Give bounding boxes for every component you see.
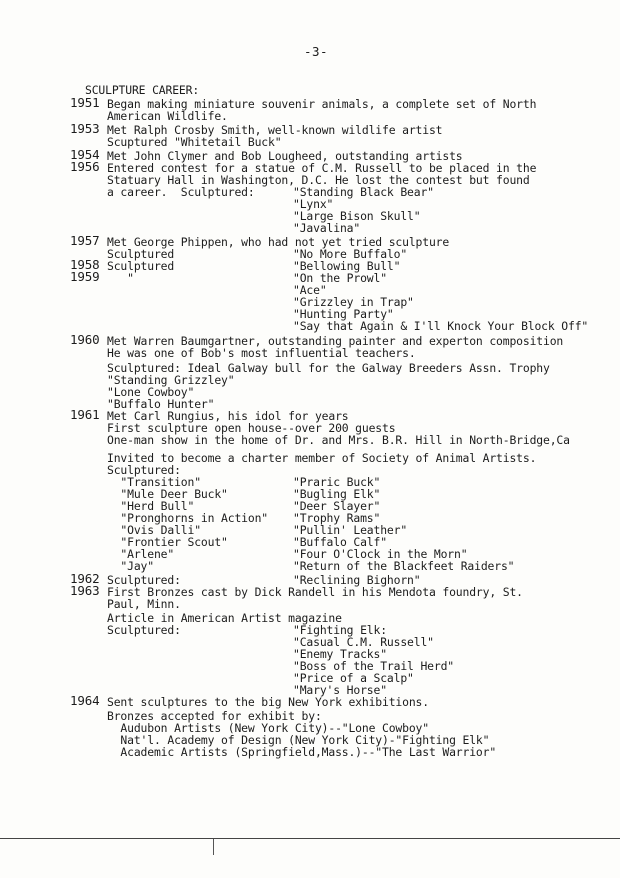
entry-text: First Bronzes cast by Dick Randell in his Mendota foundry, St. — [107, 585, 523, 599]
sculpture-title: "Fighting Elk: — [293, 623, 387, 637]
sculpture-title: "Price of a Scalp" — [293, 671, 414, 685]
sculpture-title: "Bugling Elk" — [293, 487, 381, 501]
entry-text: Article in American Artist magazine — [107, 611, 342, 625]
entry-year: 1951 — [70, 95, 100, 110]
section-heading: SCULPTURE CAREER: — [85, 83, 200, 97]
sculpture-title: "Deer Slayer" — [293, 499, 381, 513]
sculpture-title: "Four O'Clock in the Morn" — [293, 547, 468, 561]
entry-year: 1959 — [70, 269, 100, 284]
entry-text: Sculptured: Ideal Galway bull for the Galway Breeders Assn. Trophy — [107, 361, 550, 375]
sculpture-title: "Casual C.M. Russell" — [293, 635, 434, 649]
entry-year: 1953 — [70, 121, 100, 136]
sculpture-title: "Lynx" — [293, 197, 334, 211]
entry-year: 1964 — [70, 693, 100, 708]
entry-text: "Buffalo Hunter" — [107, 397, 215, 411]
entry-text: "Mule Deer Buck" — [107, 487, 228, 501]
sculpture-title: "Large Bison Skull" — [293, 209, 421, 223]
entry-year: 1958 — [70, 257, 100, 272]
entry-text: Statuary Hall in Washington, D.C. He lost the contest but found — [107, 173, 530, 187]
page-edge-line — [0, 838, 620, 839]
entry-text: Sculptured: — [107, 573, 181, 587]
entry-year: 1954 — [70, 147, 100, 162]
sculpture-title: "Enemy Tracks" — [293, 647, 387, 661]
sculpture-title: "Javalina" — [293, 221, 361, 235]
entry-year: 1956 — [70, 159, 100, 174]
entry-year: 1960 — [70, 332, 100, 347]
entry-text: Sent sculptures to the big New York exhibitions. — [107, 695, 429, 709]
entry-text: "Ovis Dalli" — [107, 523, 201, 537]
entry-text: " — [107, 271, 134, 285]
entry-year: 1961 — [70, 407, 100, 422]
sculpture-title: "Pullin' Leather" — [293, 523, 408, 537]
entry-text: Academic Artists (Springfield,Mass.)--"The Last Warrior" — [107, 745, 497, 759]
entry-text: "Herd Bull" — [107, 499, 195, 513]
entry-text: Bronzes accepted for exhibit by: — [107, 709, 322, 723]
entry-text: Met Carl Rungius, his idol for years — [107, 409, 349, 423]
entry-text: American Wildlife. — [107, 109, 228, 123]
sculpture-title: "Reclining Bighorn" — [293, 573, 421, 587]
entry-year: 1957 — [70, 233, 100, 248]
entry-text: "Arlene" — [107, 547, 175, 561]
entry-text: Met John Clymer and Bob Lougheed, outstanding artists — [107, 149, 463, 163]
sculpture-title: "On the Prowl" — [293, 271, 387, 285]
entry-text: Met Ralph Crosby Smith, well-known wildlife artist — [107, 123, 443, 137]
entry-text: Entered contest for a statue of C.M. Russell to be placed in the — [107, 161, 537, 175]
entry-text: First sculpture open house--over 200 guests — [107, 421, 396, 435]
sculpture-title: "No More Buffalo" — [293, 247, 408, 261]
entry-text: a career. Sculptured: — [107, 185, 255, 199]
sculpture-title: "Grizzley in Trap" — [293, 295, 414, 309]
sculpture-title: "Ace" — [293, 283, 327, 297]
entry-text: "Transition" — [107, 475, 201, 489]
entry-year: 1962 — [70, 571, 100, 586]
entry-text: "Frontier Scout" — [107, 535, 228, 549]
sculpture-title: "Bellowing Bull" — [293, 259, 401, 273]
sculpture-title: "Mary's Horse" — [293, 683, 387, 697]
sculpture-title: "Standing Black Bear" — [293, 185, 434, 199]
sculpture-title: "Buffalo Calf" — [293, 535, 387, 549]
sculpture-title: "Hunting Party" — [293, 307, 394, 321]
sculpture-title: "Boss of the Trail Herd" — [293, 659, 454, 673]
entry-text: Began making miniature souvenir animals, a complete set of North — [107, 97, 537, 111]
entry-text: Paul, Minn. — [107, 597, 181, 611]
entry-year: 1963 — [70, 583, 100, 598]
entry-text: Scuptured "Whitetail Buck" — [107, 135, 282, 149]
entry-text: Invited to become a charter member of Society of Animal Artists. — [107, 451, 537, 465]
sculpture-title: "Return of the Blackfeet Raiders" — [293, 559, 515, 573]
entry-text: One-man show in the home of Dr. and Mrs. B.R. Hill in North-Bridge,Ca — [107, 433, 570, 447]
entry-text: "Standing Grizzley" — [107, 373, 235, 387]
entry-text: Met Warren Baumgartner, outstanding painter and experton composition — [107, 334, 564, 348]
entry-text: "Pronghorns in Action" — [107, 511, 268, 525]
page-number: -3- — [304, 44, 329, 59]
entry-text: "Jay" — [107, 559, 154, 573]
sculpture-title: "Trophy Rams" — [293, 511, 381, 525]
scan-mark — [213, 839, 214, 855]
entry-text: "Lone Cowboy" — [107, 385, 195, 399]
sculpture-title: "Praric Buck" — [293, 475, 381, 489]
entry-text: Met George Phippen, who had not yet tried sculpture — [107, 235, 450, 249]
entry-text: Sculptured — [107, 259, 175, 273]
entry-text: Sculptured: — [107, 463, 181, 477]
entry-text: Nat'l. Academy of Design (New York City)-"Fighting Elk" — [107, 733, 490, 747]
entry-text: Sculptured — [107, 247, 175, 261]
sculpture-title: "Say that Again & I'll Knock Your Block Off" — [293, 319, 589, 333]
entry-text: Audubon Artists (New York City)--"Lone Cowboy" — [107, 721, 429, 735]
entry-text: He was one of Bob's most influential teachers. — [107, 346, 416, 360]
entry-text: Sculptured: — [107, 623, 181, 637]
